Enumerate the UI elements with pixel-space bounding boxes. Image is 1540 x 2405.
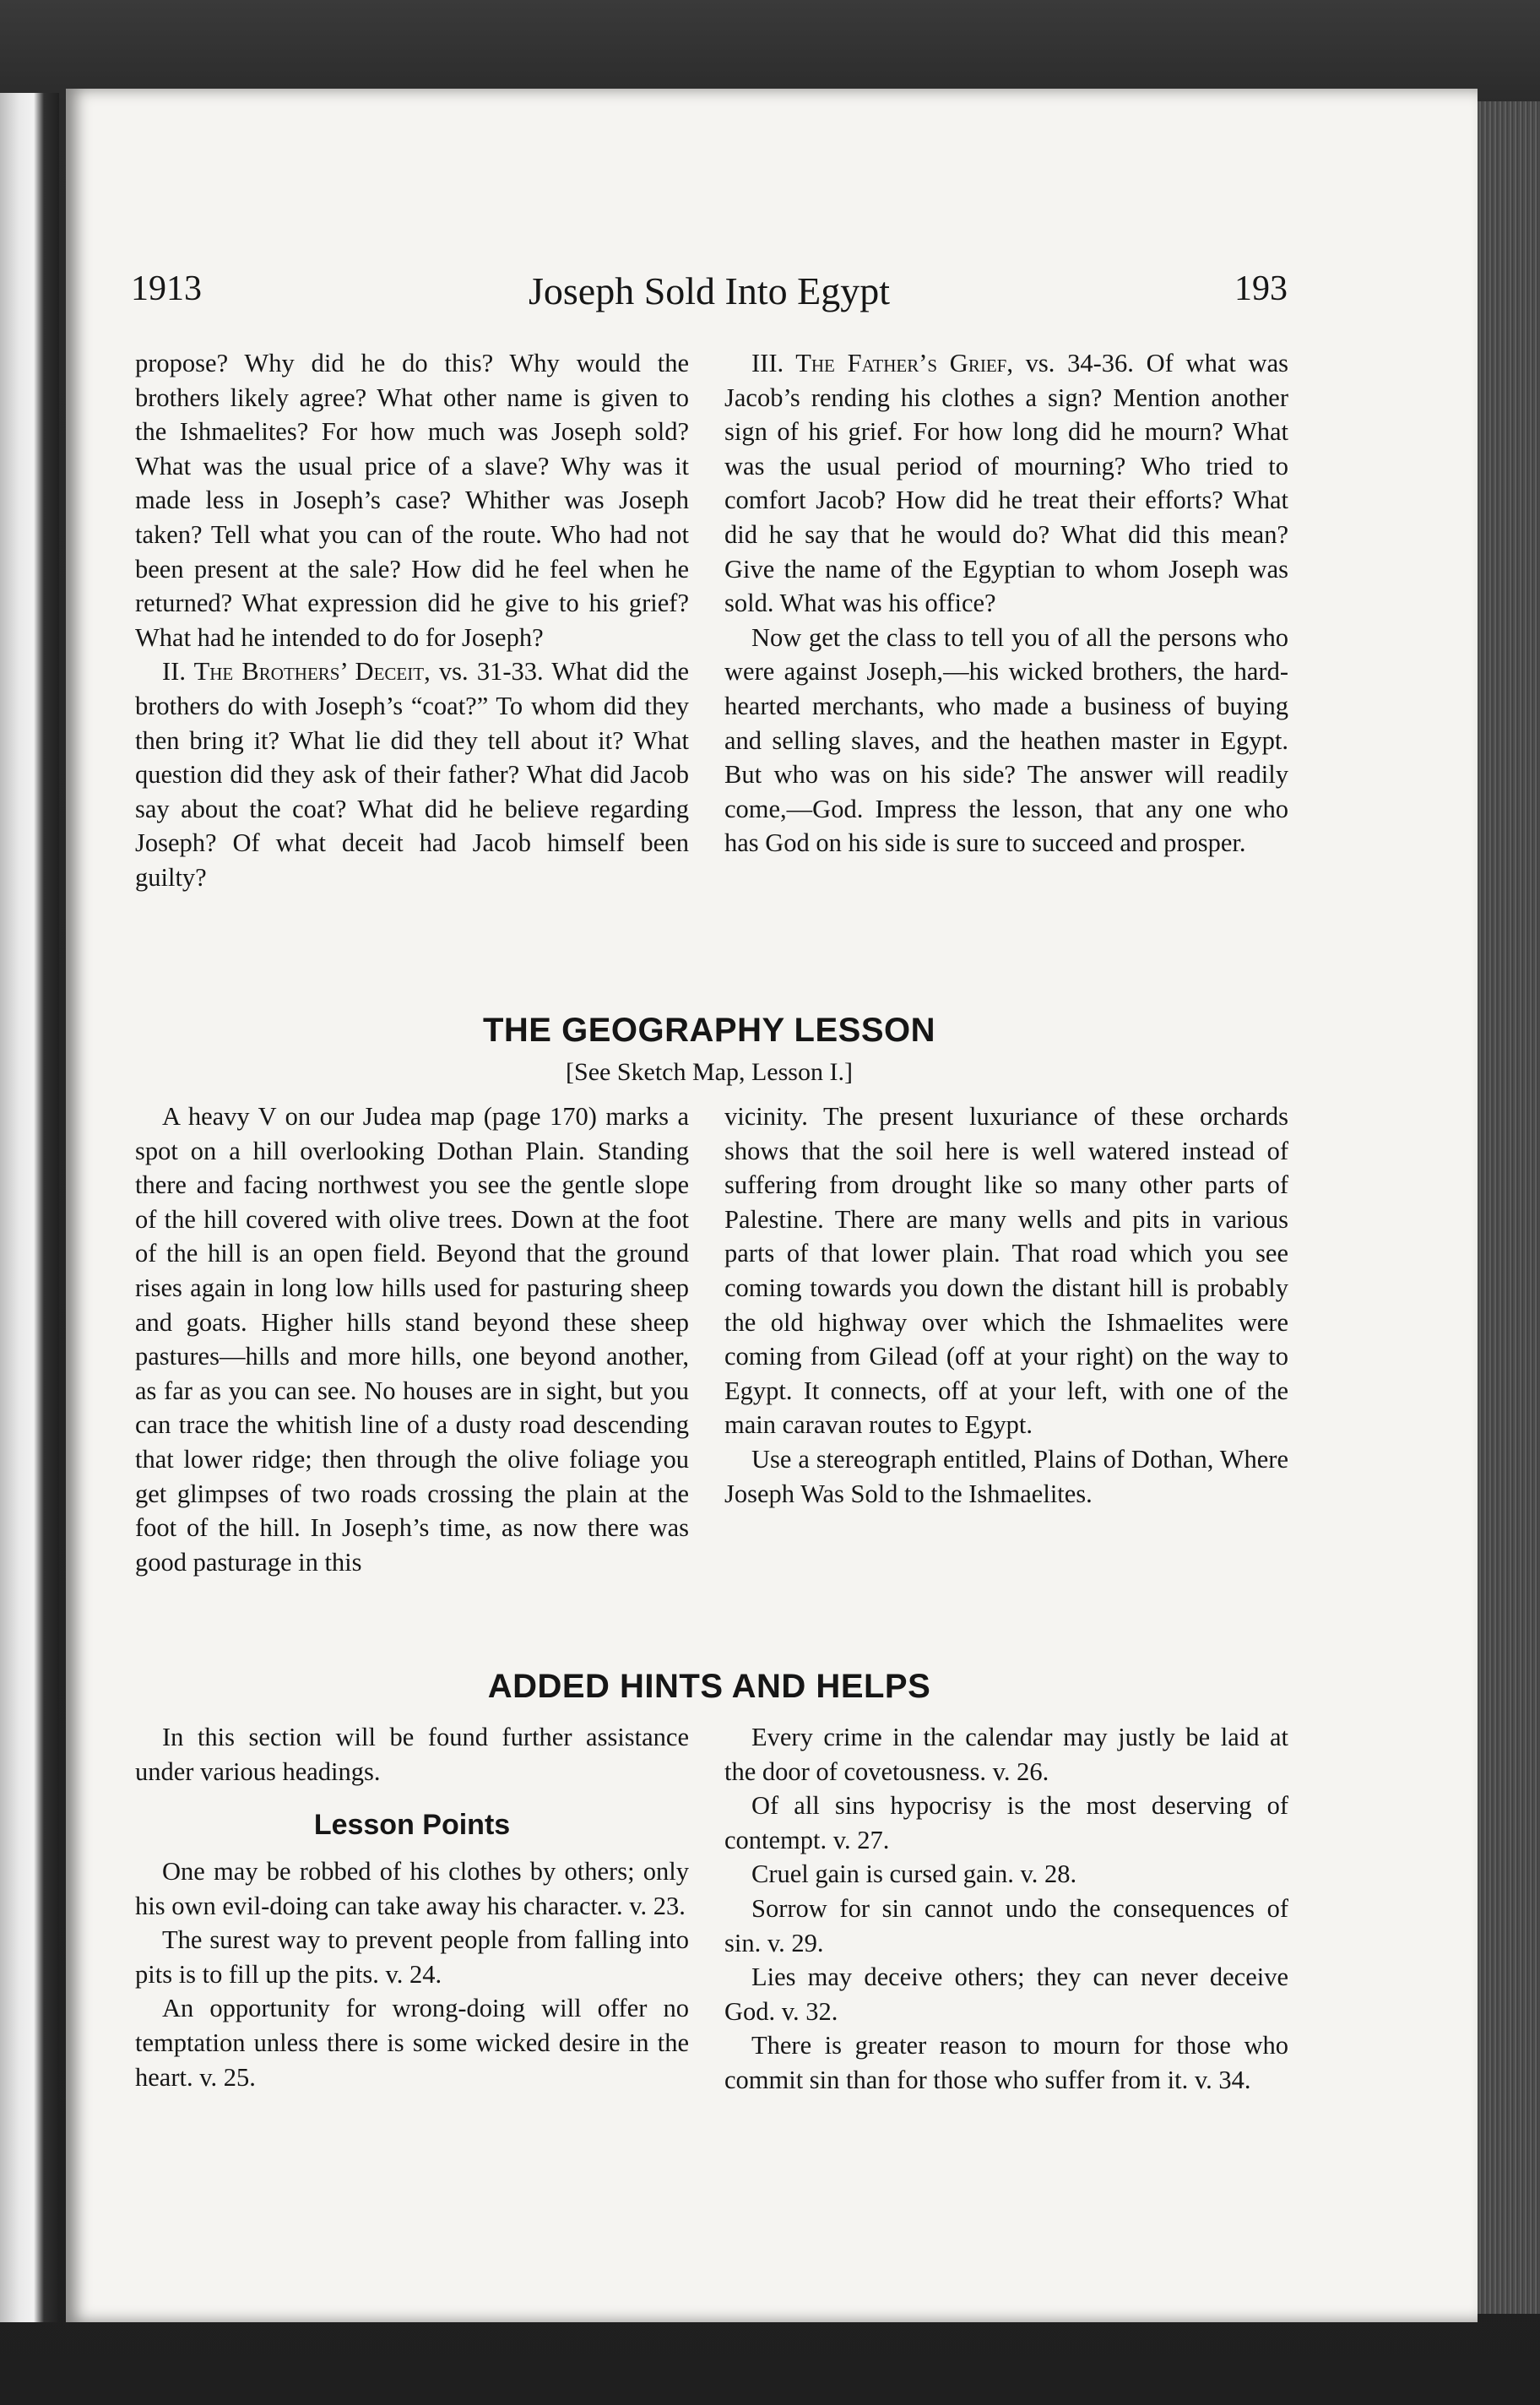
lesson-point: Lies may deceive others; they can never deceive God. v. 32.	[724, 1963, 1288, 2026]
lesson-point: An opportunity for wrong-doing will offer no temptation unless there is some wicked desire in the heart. v. 25.	[135, 1994, 689, 2092]
header-year: 1913	[131, 269, 202, 308]
paragraph: III. The Father’s Grief, vs. 34-36. Of what was Jacob’s rending his clothes a sign? Mention another sign of his grief. For how long did he mourn? What was the usual period of mourning? Who tried to comfort Jacob? How did he treat their efforts? What did he say that he would do? What did this mean? Give the name of the Egyptian to whom Joseph was sold. What was his office?	[724, 349, 1288, 618]
header-title: Joseph Sold Into Egypt	[528, 269, 891, 312]
geography-subnote: [See Sketch Map, Lesson I.]	[566, 1058, 853, 1086]
lesson-point: Every crime in the calendar may justly be laid at the door of covetousness. v. 26.	[724, 1723, 1288, 1786]
lesson-point: Of all sins hypocrisy is the most deserving of contempt. v. 27.	[724, 1791, 1288, 1854]
running-header	[131, 269, 1288, 328]
paragraph: vicinity. The present luxuriance of these orchards shows that the soil here is well watered instead of suffering from drought like so many other parts of Palestine. There are many wells and pits in various parts of that lower plain. That road which you see coming towards you down the distant hill is probably the old highway over which the Ishmaelites were coming from Gilead (off at your right) on the way to Egypt. It connects, off at your left, with one of the main caravan routes to Egypt.	[724, 1102, 1288, 1440]
lesson-point: Sorrow for sin cannot undo the consequences of sin. v. 29.	[724, 1893, 1288, 1957]
paragraph: In this section will be found further assistance under various headings.	[135, 1723, 689, 1786]
lesson-points-heading: Lesson Points	[313, 1809, 511, 1841]
hints-heading: ADDED HINTS AND HELPS	[487, 1668, 931, 1705]
lesson-point: The surest way to prevent people from falling into pits is to fill up the pits. v. 24.	[135, 1925, 689, 1989]
section-heading: III. The Father’s Grief,	[751, 349, 1013, 377]
lesson-points-left	[135, 1854, 689, 2094]
paragraph: Use a stereograph entitled, Plains of Dothan, Where Joseph Was Sold to the Ishmaelites.	[724, 1444, 1288, 1508]
paragraph: Now get the class to tell you of all the persons who were against Joseph,—his wicked brothers, the hard-hearted merchants, who made a business of buying and selling slaves, and the heathen master in Egypt. But who was on his side? The answer will readily come,—God. Impress the lesson, that any one who has God on his side is sure to succeed and prosper.	[724, 622, 1288, 858]
page-number: 193	[1234, 269, 1288, 308]
paragraph: II. The Brothers’ Deceit, vs. 31-33. What did the brothers do with Joseph’s “coat?” To whom did they then bring it? What lie did they tell about it? What question did they ask of their father? What did Jacob say about the coat? What did he believe regarding Joseph? Of what deceit had Jacob himself been guilty?	[135, 657, 690, 892]
geography-column-right	[724, 1099, 1288, 1511]
lesson-point: One may be robbed of his clothes by others; only his own evil-doing can take away his character. v. 23.	[135, 1857, 689, 1920]
geography-heading: THE GEOGRAPHY LESSON	[482, 1012, 935, 1049]
section-heading: II. The Brothers’ Deceit,	[162, 657, 431, 687]
facing-page-edge	[0, 93, 59, 2322]
lesson-point: There is greater reason to mourn for those who commit sin than for those who suffer from it. v. 34.	[724, 2031, 1288, 2094]
geography-column-left	[135, 1099, 689, 1579]
questions-column-right	[724, 346, 1288, 860]
hints-intro	[135, 1720, 689, 1789]
lesson-point: Cruel gain is cursed gain. v. 28.	[751, 1859, 1077, 1889]
paragraph: A heavy V on our Judea map (page 170) marks a spot on a hill overlooking Dothan Plain. Standing there and facing northwest you see the gentle slope of the hill covered with olive trees. Down at the foot of the hill is an open field. Beyond that the ground rises again in long low hills used for pasturing sheep and goats. Higher hills stand beyond these sheep pastures—hills and more hills, one beyond another, as far as you can see. No houses are in sight, but you can trace the whitish line of a dusty road descending that lower ridge; then through the olive foliage you get glimpses of two roads crossing the plain at the foot of the hill. In Joseph’s time, as now there was good pasturage in this	[135, 1102, 689, 1577]
book-fore-edge	[1473, 101, 1540, 2314]
questions-column-left	[135, 346, 689, 895]
paragraph: propose? Why did he do this? Why would the brothers likely agree? What other name is given to the Ishmaelites? For how much was Joseph sold? What was the usual price of a slave? Why was it made less in Joseph’s case? Whither was Joseph taken? Tell what you can of the route. Who had not been present at the sale? How did he feel when he returned? What expression did he give to his grief? What had he intended to do for Joseph?	[135, 349, 689, 652]
lesson-points-right	[724, 1720, 1288, 2098]
